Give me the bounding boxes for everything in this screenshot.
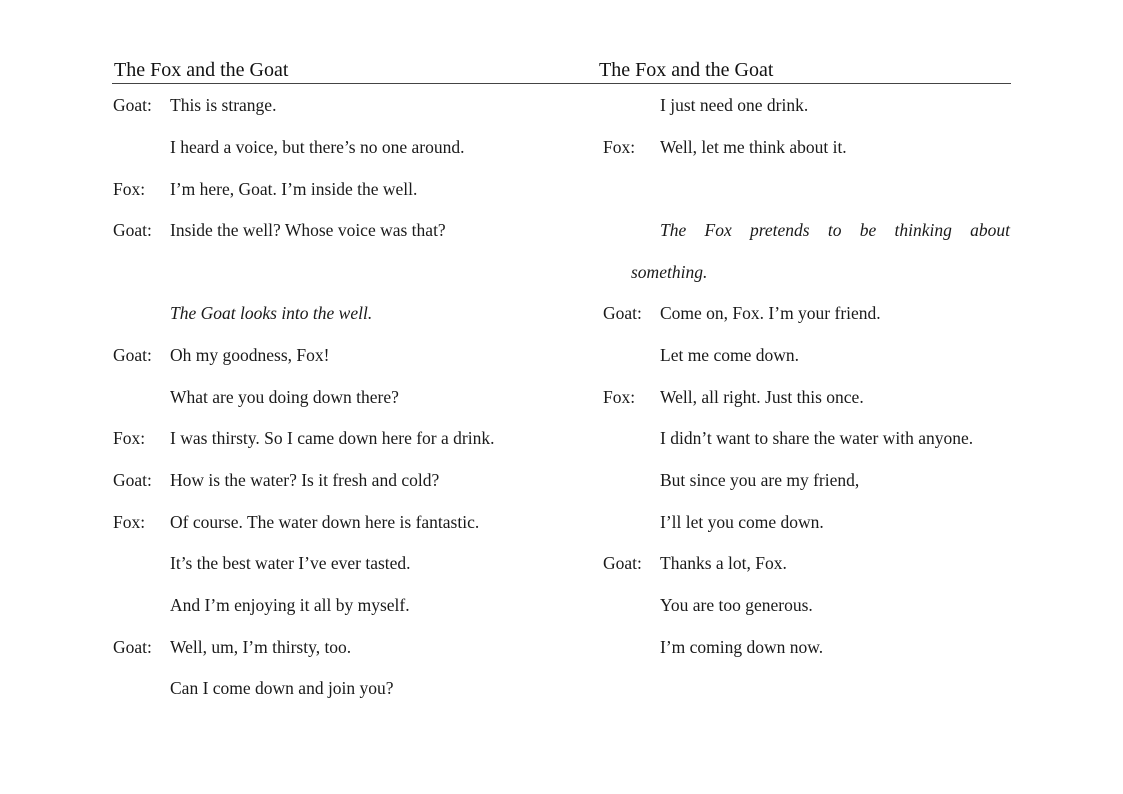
page-title-left: The Fox and the Goat [114, 59, 289, 81]
dialogue-text: Of course. The water down here is fantastic. [170, 512, 480, 532]
dialogue-text: I just need one drink. [660, 95, 809, 115]
dialogue-text: Well, um, I’m thirsty, too. [170, 637, 352, 657]
stage-direction-text: something. [631, 262, 708, 282]
speaker-label: Goat: [603, 553, 642, 573]
dialogue-text: What are you doing down there? [170, 387, 399, 407]
dialogue-text: Come on, Fox. I’m your friend. [660, 303, 881, 323]
speaker-label: Fox: [113, 512, 146, 532]
dialogue-text: Well, all right. Just this once. [660, 387, 864, 407]
stage-direction-text: The Fox pretends to be thinking about [660, 220, 1010, 240]
dialogue-text: Oh my goodness, Fox! [170, 345, 330, 365]
dialogue-text: Well, let me think about it. [660, 137, 847, 157]
stage-direction-text: The Goat looks into the well. [170, 303, 373, 323]
speaker-label: Fox: [603, 137, 636, 157]
dialogue-text: I’m coming down now. [660, 637, 824, 657]
dialogue-text: Thanks a lot, Fox. [660, 553, 787, 573]
dialogue-text: I didn’t want to share the water with anyone. [660, 428, 974, 448]
page-title-right: The Fox and the Goat [599, 59, 774, 81]
dialogue-text: How is the water? Is it fresh and cold? [170, 470, 440, 490]
speaker-label: Goat: [603, 303, 642, 323]
dialogue-text: I heard a voice, but there’s no one around. [170, 137, 465, 157]
speaker-label: Goat: [113, 95, 152, 115]
dialogue-text: Inside the well? Whose voice was that? [170, 220, 446, 240]
dialogue-text: You are too generous. [660, 595, 813, 615]
dialogue-text: This is strange. [170, 95, 277, 115]
speaker-label: Goat: [113, 345, 152, 365]
dialogue-text: I was thirsty. So I came down here for a drink. [170, 428, 495, 448]
dialogue-text: I’m here, Goat. I’m inside the well. [170, 179, 418, 199]
speaker-label: Fox: [113, 428, 146, 448]
dialogue-text: But since you are my friend, [660, 470, 860, 490]
speaker-label: Goat: [113, 637, 152, 657]
speaker-label: Fox: [113, 179, 146, 199]
speaker-label: Goat: [113, 220, 152, 240]
dialogue-text: Can I come down and join you? [170, 678, 394, 698]
speaker-label: Goat: [113, 470, 152, 490]
header-rule [112, 83, 1011, 84]
speaker-label: Fox: [603, 387, 636, 407]
dialogue-text: Let me come down. [660, 345, 799, 365]
dialogue-text: I’ll let you come down. [660, 512, 824, 532]
dialogue-text: And I’m enjoying it all by myself. [170, 595, 410, 615]
dialogue-text: It’s the best water I’ve ever tasted. [170, 553, 411, 573]
